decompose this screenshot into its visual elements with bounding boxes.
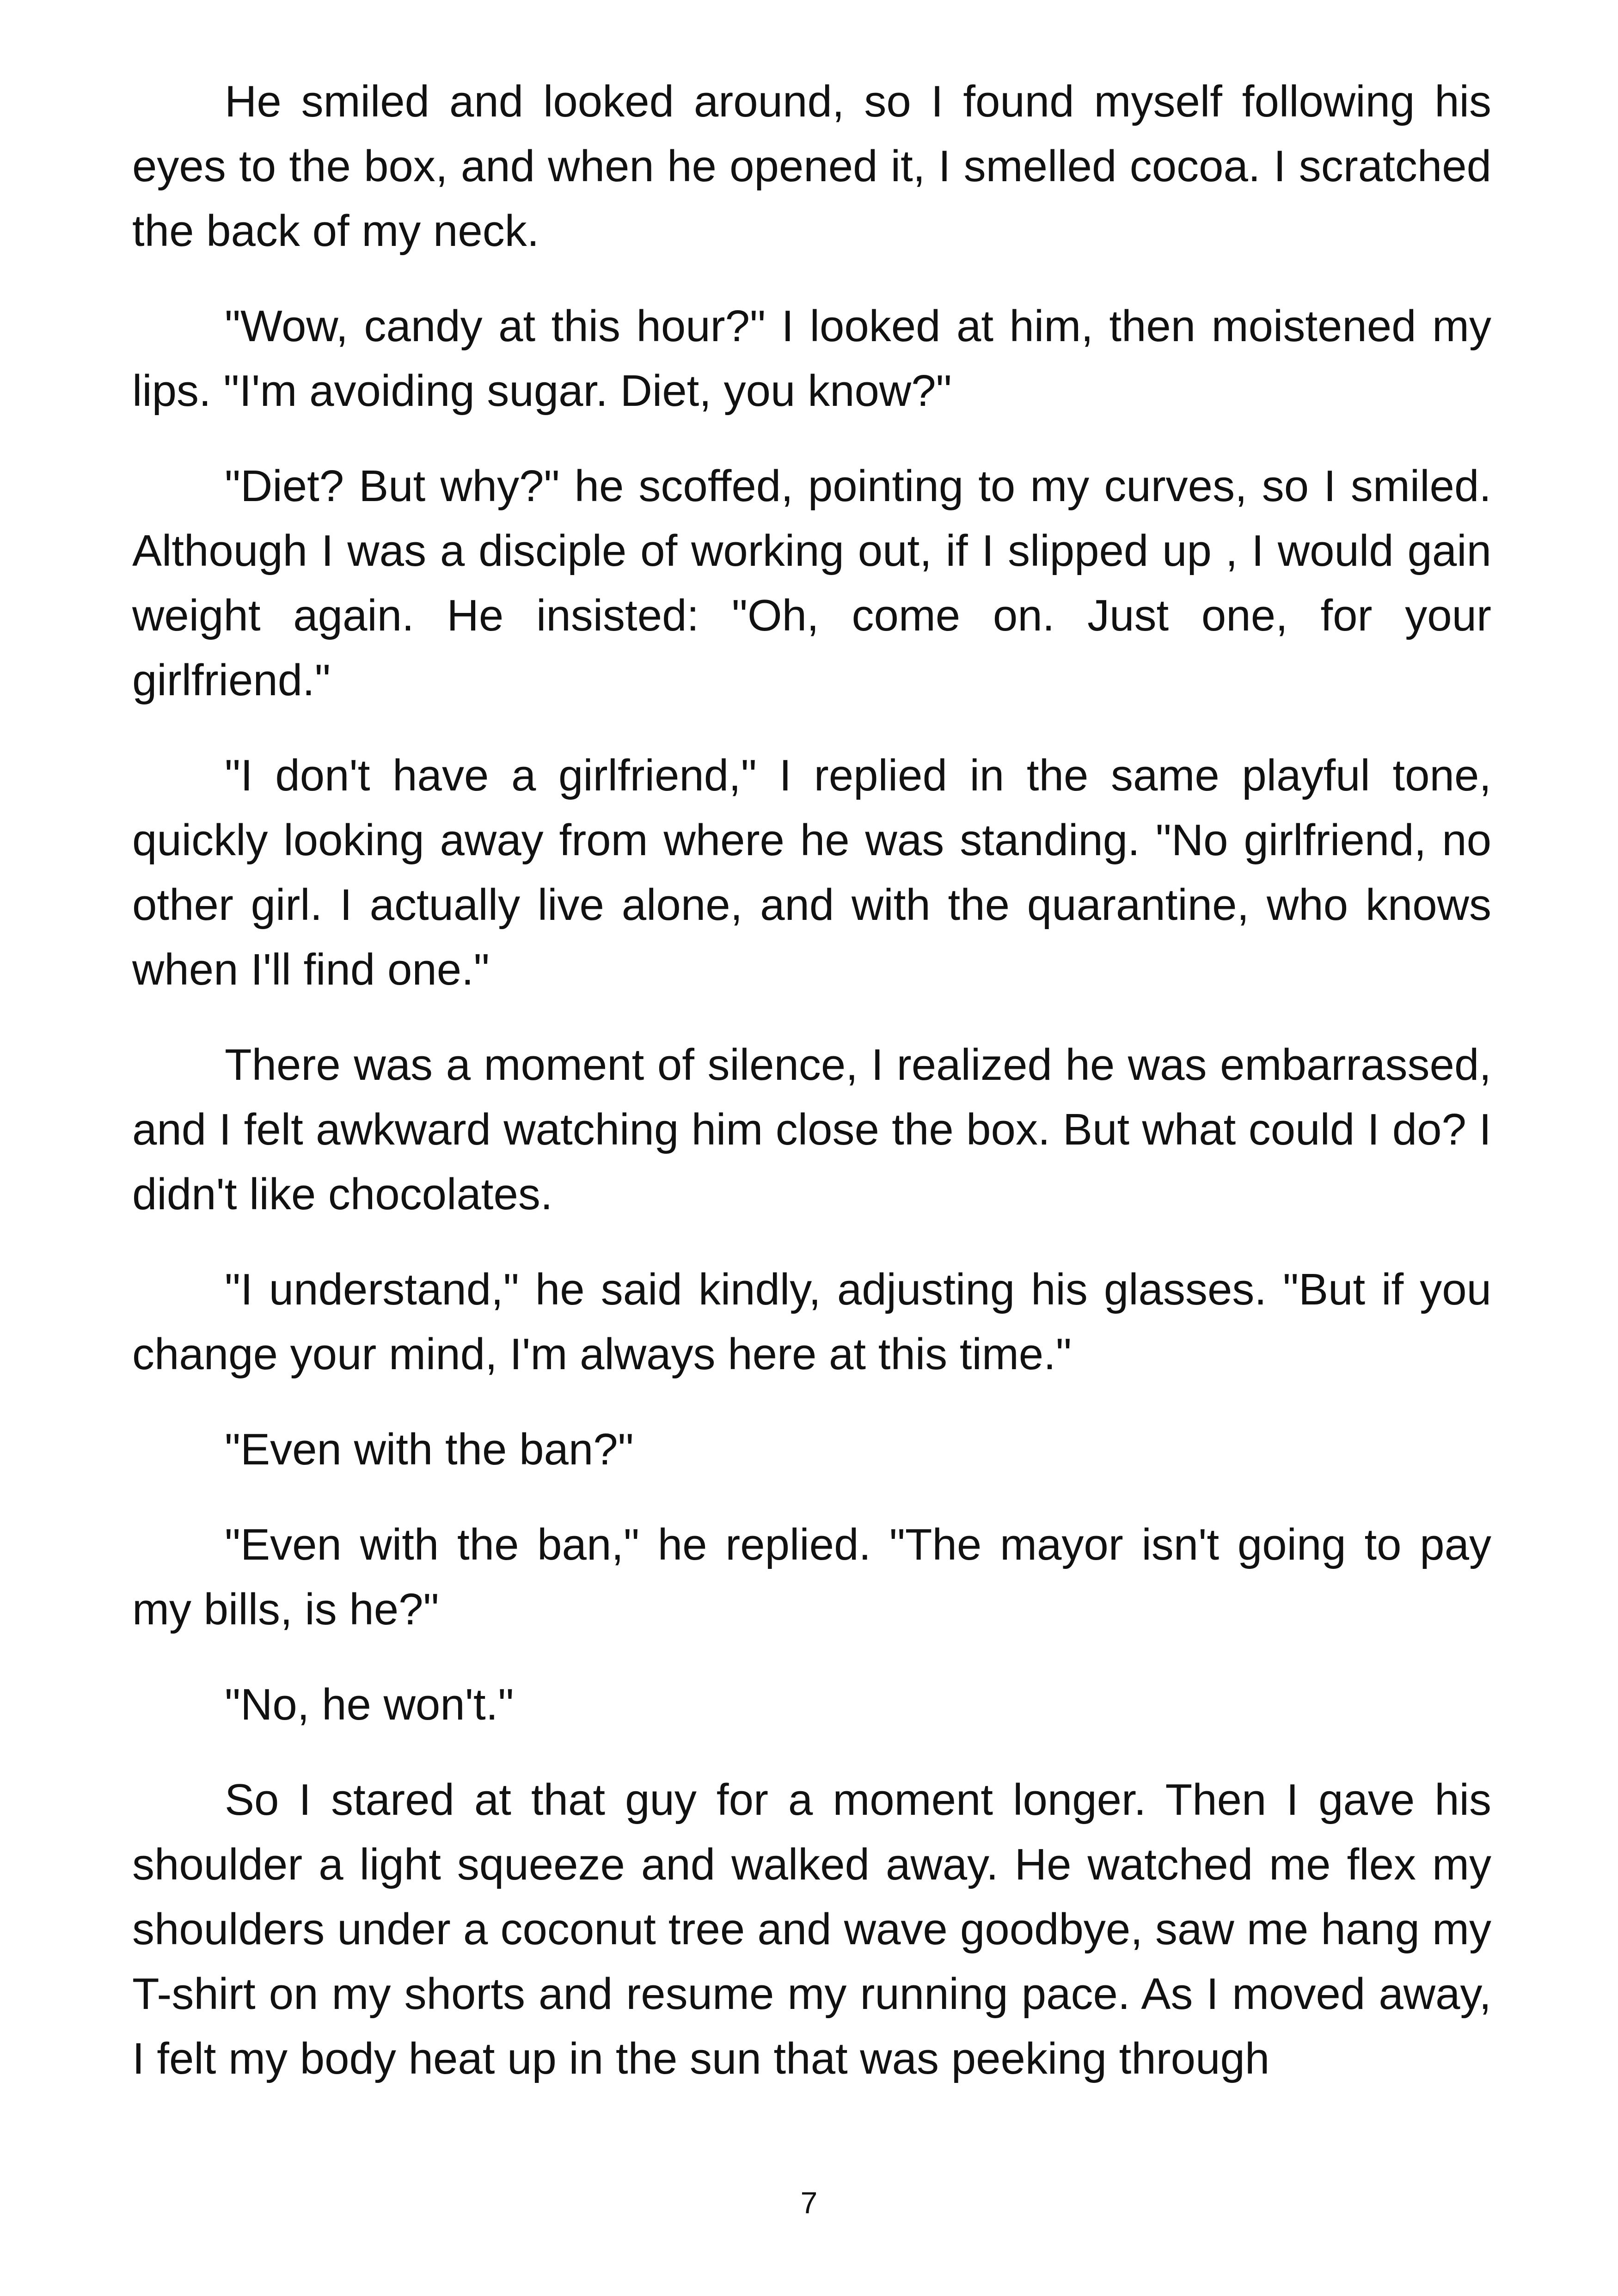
paragraph: "I don't have a girlfriend," I replied in the same playful tone, quickly looking away from where he was standing. "No girlfriend, no other girl. I actually live alone, and with the quarantine, who knows when I'll find one." — [132, 751, 1491, 994]
paragraph: "Even with the ban?" — [225, 1425, 634, 1474]
page-number: 7 — [800, 2186, 818, 2220]
paragraph: "Diet? But why?" he scoffed, pointing to my curves, so I smiled. Although I was a disciple of working out, if I slipped up , I would gain weight again. He insisted: "Oh, come on. Just one, for your girlfriend." — [132, 461, 1491, 705]
paragraph: There was a moment of silence, I realized he was embarrassed, and I felt awkward watching him close the box. But what could I do? I didn't like chocolates. — [132, 1040, 1491, 1219]
body-text — [132, 69, 1491, 2091]
paragraph: "I understand," he said kindly, adjusting his glasses. "But if you change your mind, I'm always here at this time." — [132, 1265, 1491, 1379]
paragraph: "Wow, candy at this hour?" I looked at him, then moistened my lips. "I'm avoiding sugar. Diet, you know?" — [132, 301, 1491, 416]
paragraph: "Even with the ban," he replied. "The mayor isn't going to pay my bills, is he?" — [132, 1520, 1491, 1634]
paragraph: So I stared at that guy for a moment longer. Then I gave his shoulder a light squeeze and walked away. He watched me flex my shoulders under a coconut tree and wave goodbye, saw me hang my T-shirt on my shorts and resume my running pace. As I moved away, I felt my body heat up in the sun that was peeking through — [132, 1775, 1491, 2083]
paragraph: He smiled and looked around, so I found myself following his eyes to the box, and when he opened it, I smelled cocoa. I scratched the back of my neck. — [132, 77, 1491, 256]
paragraph: "No, he won't." — [225, 1680, 514, 1729]
